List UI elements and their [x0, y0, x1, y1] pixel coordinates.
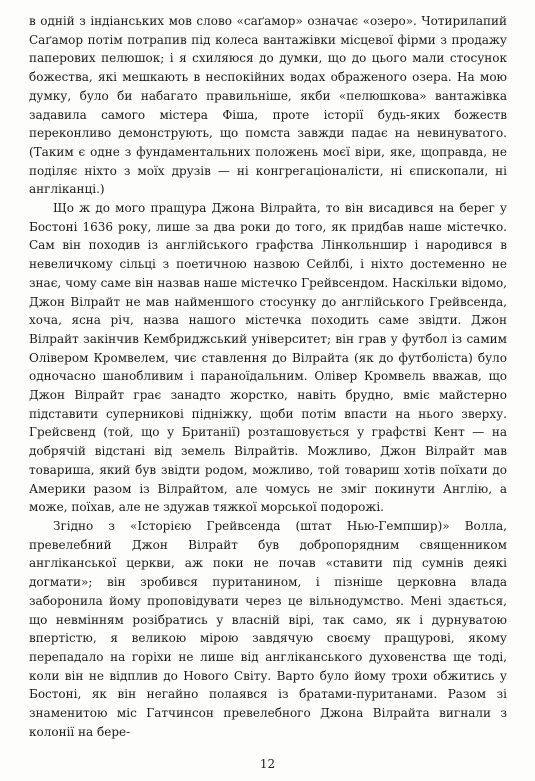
paragraph-wheelwright-ancestor: Що ж до мого пращура Джона Вілрайта, то він висадився на берег у Бостоні 1636 року, лише за два роки до того, як придбав наше містечко. Сам він походив із англійського графства Лінкольншир і народився в невеличкому сільці з поетичною назвою Сейлбі, і ніхто достеменно не знає, чому саме він назвав наше містечко Грейвсендом. Наскільки відомо, Джон Вілрайт не мав найменшого стосунку до англійського Грейвсенда, хоча, ясна річ, назва нашого містечка походить саме звідти. Джон Вілрайт закінчив Кембриджський університет; він грав у футбол із самим Олівером Кромвелем, чиє ставлення до Вілрайта (як до футболіста) було одночасно шанобливим і параноїдальним. Олівер Кромвель вважав, що Джон Вілрайт грає занадто жорстко, навіть брудно, вміє майстерно підставити суперникові підніжку, щоби потім впасти на нього зверху. Грейсвенд (той, що у Британії) розташовується у графстві Кент — на добрячій відстані від земель Вілрайтів. Можливо, Джон Вілрайт мав товариша, який був звідти родом, можливо, той товариш хотів поїхати до Америки разом із Вілрайтом, але чомусь не зміг покинути Англію, а може, поїхав, але не здужав тяжкої морської подорожі. [29, 201, 507, 515]
paragraph-history-of-gravesend: Згідно з «Історією Грейвсенда (штат Нью-Гемпшир)» Волла, превелебний Джон Вілрайт був добропорядним священником англіканської церкви, аж поки не почав «ставити під сумнів деякі догмати»; він зробився пуританином, і пізніше церковна влада заборонила йому проповідувати через це вільнодумство. Мені здається, що невмінням розібратись у власній вірі, так само, як і дурнуватою впертістю, я великою мірою завдячую своєму пращурові, якому перепадало на горіхи не лише від англіканського духовенства ще тоді, коли він не відплив до Нового Світу. Варто було йому трохи обжитись у Бостоні, як він негайно полаявся із братами-пуританами. Разом зі знаменитою міс Гатчинсон превелебного Джона Вілрайта вигнали з колонії на бере- [29, 518, 507, 739]
page-number: 12 [259, 757, 276, 771]
paragraph-continued: в одній з індіанських мов слово «саґамор» означає «озеро». Чотирилапий Саґамор потім потрапив під колеса вантажівки місцевої фірми з продажу паперових пелюшок; і я схиляюся до думки, що до цього мали стосунок божества, які мешкають в неспокійних водах ображеного озера. На мою думку, було би набагато правильніше, якби «пелюшкова» вантажівка задавила самого містера Фіша, проте історії будь-яких божеств переконливо демонструють, що помста завжди падає на невинуватого. (Таким є одне з фундаментальних положень моєї віри, яке, щоправда, не поділяє ніхто з моїх друзів — ні конгрегаціоналісти, ні єпископали, ні англіканці.) [29, 14, 507, 197]
body-text [29, 12, 507, 741]
